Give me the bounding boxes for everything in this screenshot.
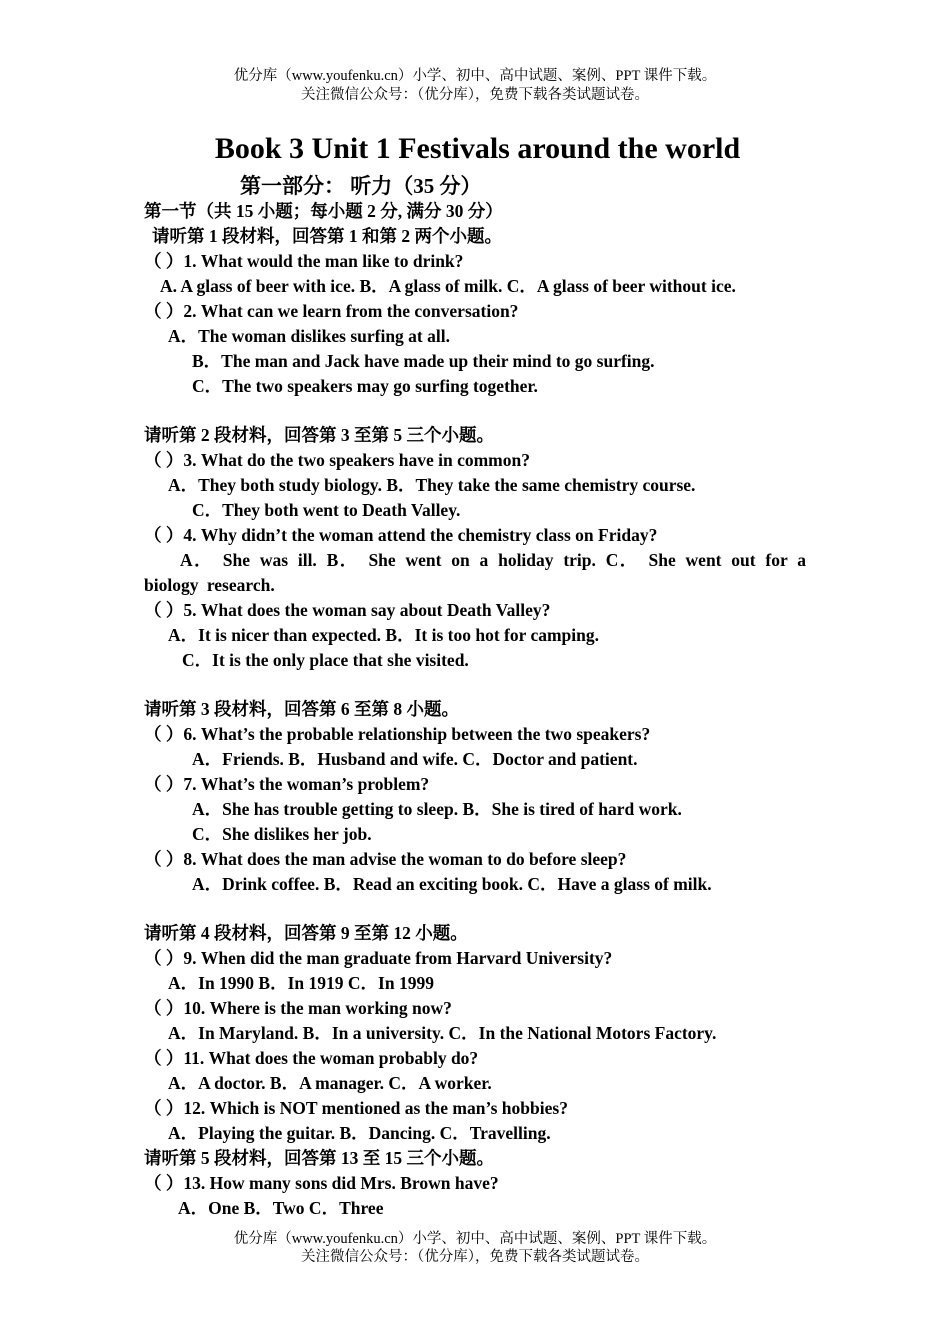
segment-1-instruction: 请听第 1 段材料，回答第 1 和第 2 两个小题。 [152, 226, 502, 246]
question-1: （ ）1. What would the man like to drink? [144, 251, 464, 271]
question-5-options-ab: A．It is nicer than expected. B．It is too hot for camping. [168, 625, 600, 645]
question-11-options: A．A doctor. B．A manager. C．A worker. [168, 1073, 492, 1093]
question-2-option-a: A．The woman dislikes surfing at all. [168, 326, 450, 346]
question-2-option-c: C．The two speakers may go surfing together. [192, 376, 538, 396]
question-10-options: A．In Maryland. B．In a university. C．In the National Motors Factory. [168, 1023, 717, 1043]
question-4-options: A． She was ill. B． She went on a holiday trip. C． She went out for a biology research. [144, 550, 807, 595]
question-10: （ ）10. Where is the man working now? [144, 998, 452, 1018]
footer-line-1: 优分库（www.youfenku.cn）小学、初中、高中试题、案例、PPT 课件下载。 [233, 1231, 717, 1247]
page-title: Book 3 Unit 1 Festivals around the world [214, 132, 741, 165]
segment-4-instruction: 请听第 4 段材料，回答第 9 至第 12 小题。 [144, 923, 468, 943]
segment-2-instruction: 请听第 2 段材料，回答第 3 至第 5 三个小题。 [144, 425, 494, 445]
question-8: （ ）8. What does the man advise the woman to do before sleep? [144, 849, 627, 869]
segment-5-instruction: 请听第 5 段材料，回答第 13 至 15 三个小题。 [144, 1148, 494, 1168]
header-line-2: 关注微信公众号：（优分库），免费下载各类试题试卷。 [301, 87, 649, 103]
question-7-option-c: C．She dislikes her job. [192, 824, 372, 844]
question-12: （ ）12. Which is NOT mentioned as the man’s hobbies? [144, 1098, 568, 1118]
question-7: （ ）7. What’s the woman’s problem? [144, 774, 430, 794]
section-heading: 第一节（共 15 小题；每小题 2 分, 满分 30 分） [144, 201, 503, 221]
question-5-option-c: C．It is the only place that she visited. [182, 650, 469, 670]
question-6: （ ）6. What’s the probable relationship between the two speakers? [144, 724, 651, 744]
question-13-options: A．One B．Two C．Three [178, 1198, 384, 1218]
question-5: （ ）5. What does the woman say about Death Valley? [144, 600, 551, 620]
question-4: （ ）4. Why didn’t the woman attend the chemistry class on Friday? [144, 525, 658, 545]
question-3: （ ）3. What do the two speakers have in common? [144, 450, 530, 470]
question-3-options-ab: A．They both study biology. B．They take the same chemistry course. [168, 475, 696, 495]
question-11: （ ）11. What does the woman probably do? [144, 1048, 479, 1068]
question-7-options-ab: A．She has trouble getting to sleep. B．She is tired of hard work. [192, 799, 682, 819]
question-9-options: A．In 1990 B．In 1919 C．In 1999 [168, 973, 434, 993]
header-line-1: 优分库（www.youfenku.cn）小学、初中、高中试题、案例、PPT 课件下载。 [233, 68, 717, 84]
question-2: （ ）2. What can we learn from the conversation? [144, 301, 519, 321]
question-1-options: A. A glass of beer with ice. B．A glass of milk. C．A glass of beer without ice. [160, 276, 736, 296]
segment-3-instruction: 请听第 3 段材料，回答第 6 至第 8 小题。 [144, 699, 459, 719]
question-13: （ ）13. How many sons did Mrs. Brown have? [144, 1173, 499, 1193]
question-12-options: A．Playing the guitar. B．Dancing. C．Travelling. [168, 1123, 551, 1143]
question-8-options: A．Drink coffee. B．Read an exciting book. C．Have a glass of milk. [192, 874, 712, 894]
question-2-option-b: B．The man and Jack have made up their mind to go surfing. [192, 351, 655, 371]
question-9: （ ）9. When did the man graduate from Harvard University? [144, 948, 613, 968]
footer-line-2: 关注微信公众号：（优分库），免费下载各类试题试卷。 [301, 1249, 649, 1265]
part-heading: 第一部分： 听力（35 分） [240, 174, 482, 198]
question-3-option-c: C．They both went to Death Valley. [192, 500, 461, 520]
question-6-options: A．Friends. B．Husband and wife. C．Doctor and patient. [192, 749, 638, 769]
